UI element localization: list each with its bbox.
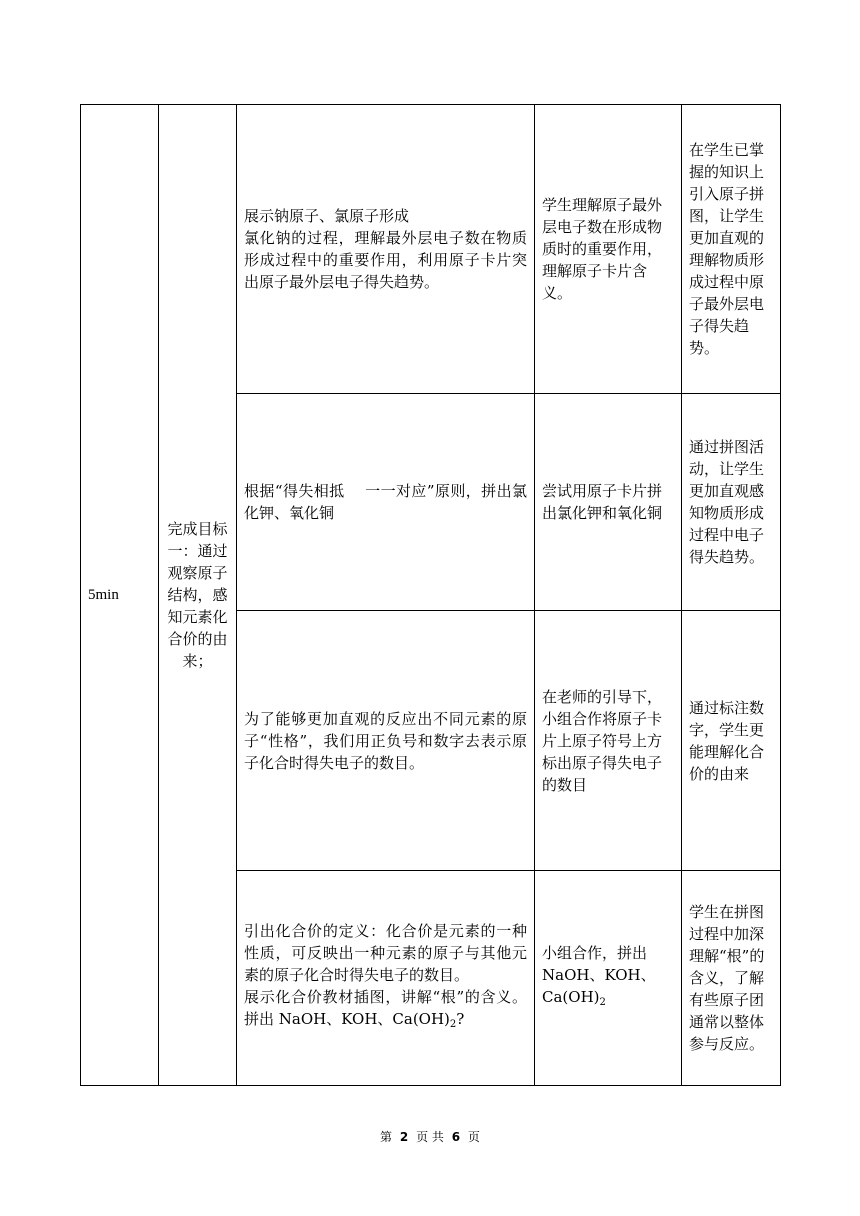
student-activity-cell [535,871,682,1086]
teacher-activity-cell [237,611,535,871]
design-intent-cell: 通过拼图活动，让学生更加直观感知物质形成过程中电子得失趋势。 [682,394,781,611]
time-cell: 5min [81,105,159,1086]
design-intent-cell: 通过标注数字，学生更能理解化合价的由来 [682,611,781,871]
teacher-activity-cell [237,871,535,1086]
teacher-activity-cell [237,394,535,611]
student-activity-cell: 尝试用原子卡片拼出氯化钾和氧化铜 [535,394,682,611]
student-activity-line [542,986,674,1014]
student-activity-line: 小组合作，拼出 [542,944,648,962]
footer-suffix: 页 [467,1130,480,1144]
footer-prefix: 第 [380,1130,393,1144]
subscript: 2 [599,997,606,1008]
teacher-question-mark: ? [456,1010,465,1028]
design-intent-cell: 在学生已掌握的知识上引入原子拼图，让学生更加直观的理解物质形成过程中原子最外层电子得失趋势。 [682,105,781,394]
table-row [81,105,781,394]
goal-cell: 完成目标一：通过观察原子结构，感知元素化合价的由来； [159,105,237,1086]
teacher-activity-cell [237,105,535,394]
subscript: 2 [449,1019,457,1030]
teacher-activity-line [244,986,527,1036]
footer-mid: 页 共 [416,1130,444,1144]
student-activity-cell: 在老师的引导下，小组合作将原子卡片上原子符号上方标出原子得失电子的数目 [535,611,682,871]
student-activity-line: NaOH、KOH、 [542,966,656,984]
total-page-number: 6 [451,1130,461,1144]
teacher-activity-line: 引出化合价的定义：化合价是元素的一种性质，可反映出一种元素的原子与其他元素的原子化合时得失电子的数目。 [244,922,527,984]
teacher-activity-line: 展示钠原子、氯原子形成 [244,207,410,225]
design-intent-cell: 学生在拼图过程中加深理解“根”的含义，了解有些原子团通常以整体参与反应。 [682,871,781,1086]
teacher-activity-line: 为了能够更加直观的反应出不同元素的原子“性格”，我们用正负号和数字去表示原子化合时得失电子的数目。 [244,709,527,772]
teacher-activity-line: 根据“得失相抵 一一对应”原则，拼出氯化钾、氧化铜 [244,482,527,522]
lesson-plan-table [80,104,781,1086]
current-page-number: 2 [399,1130,409,1144]
teacher-activity-line: 氯化钠的过程，理解最外层电子数在物质形成过程中的重要作用，利用原子卡片突出原子最外层电子得失趋势。 [244,229,527,291]
page-footer [0,1128,860,1145]
teacher-formula-text: 展示化合价教材插图，讲解“根”的含义。拼出 NaOH、KOH、Ca(OH) [244,988,527,1028]
student-formula-text: Ca(OH) [542,988,600,1006]
student-activity-cell: 学生理解原子最外层电子数在形成物质时的重要作用，理解原子卡片含义。 [535,105,682,394]
